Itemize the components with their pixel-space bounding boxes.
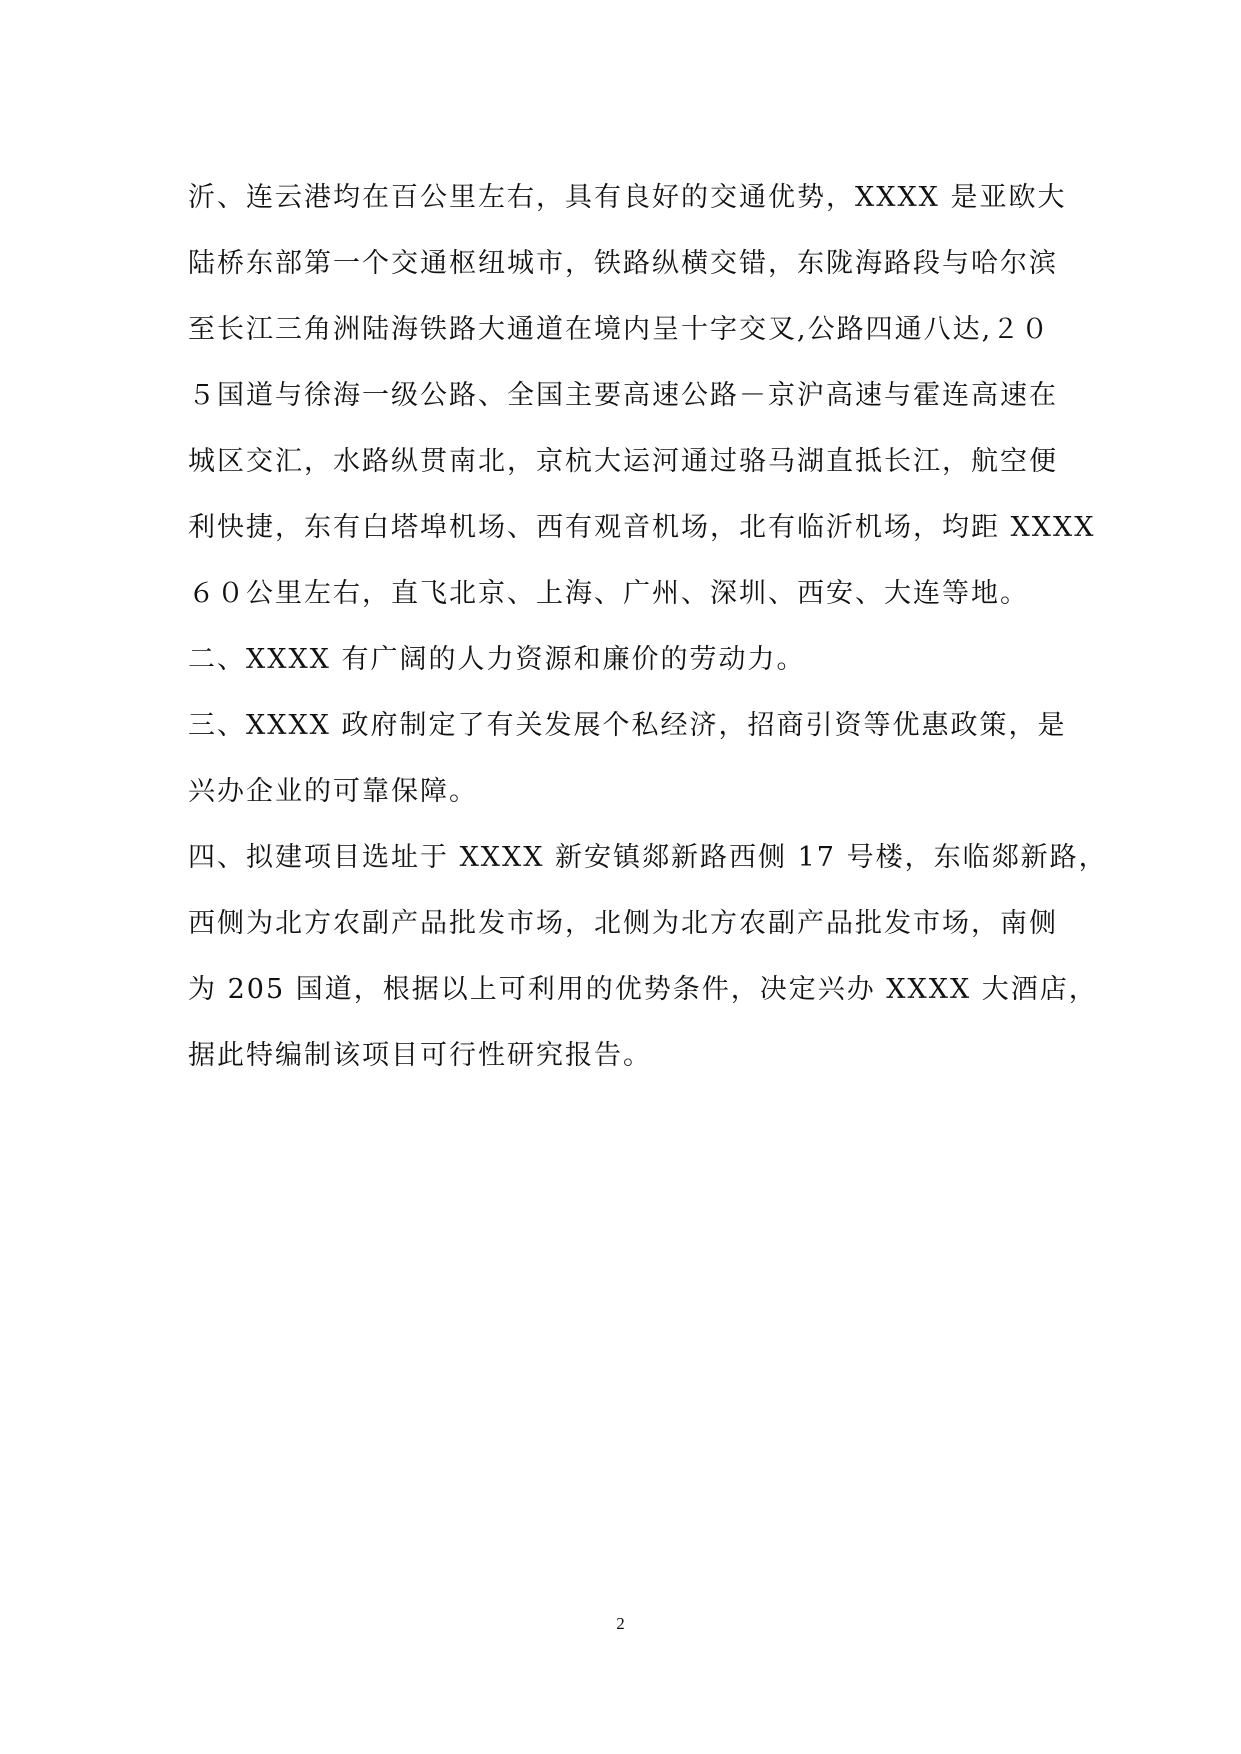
text-line: 利快捷，东有白塔埠机场、西有观音机场，北有临沂机场，均距 XXXX bbox=[188, 512, 1096, 543]
text-line: 四、拟建项目选址于 XXXX 新安镇郯新路西侧 17 号楼，东临郯新路， bbox=[188, 842, 1108, 873]
text-line: 至长江三角洲陆海铁路大通道在境内呈十字交叉,公路四通八达,２０ bbox=[188, 314, 1051, 345]
text-line: ５国道与徐海一级公路、全国主要高速公路－京沪高速与霍连高速在 bbox=[188, 380, 1058, 411]
page-number: 2 bbox=[616, 1614, 625, 1633]
text-line: ６０公里左右，直飞北京、上海、广州、深圳、西安、大连等地。 bbox=[188, 578, 1029, 609]
text-line: 陆桥东部第一个交通枢纽城市，铁路纵横交错，东陇海路段与哈尔滨 bbox=[188, 248, 1058, 279]
text-line: 三、XXXX 政府制定了有关发展个私经济，招商引资等优惠政策，是 bbox=[188, 710, 1067, 741]
text-line: 沂、连云港均在百公里左右，具有良好的交通优势，XXXX 是亚欧大 bbox=[188, 182, 1067, 213]
text-line: 西侧为北方农副产品批发市场，北侧为北方农副产品批发市场，南侧 bbox=[188, 908, 1058, 939]
text-line: 为 205 国道，根据以上可利用的优势条件，决定兴办 XXXX 大酒店， bbox=[188, 974, 1098, 1005]
text-line: 兴办企业的可靠保障。 bbox=[188, 776, 478, 807]
text-line: 据此特编制该项目可行性研究报告。 bbox=[188, 1040, 652, 1071]
text-line: 城区交汇，水路纵贯南北，京杭大运河通过骆马湖直抵长江，航空便 bbox=[188, 446, 1058, 477]
body-text bbox=[188, 165, 1108, 1089]
text-line: 二、XXXX 有广阔的人力资源和廉价的劳动力。 bbox=[188, 644, 806, 675]
